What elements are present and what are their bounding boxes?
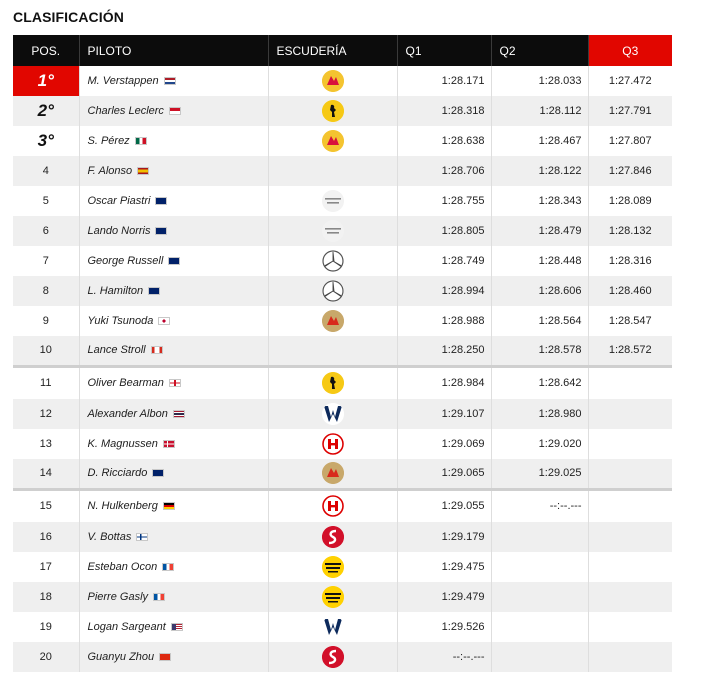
q1-time-cell: 1:28.706 bbox=[397, 156, 491, 186]
column-header-q2[interactable]: Q2 bbox=[491, 35, 588, 66]
q2-time-cell: 1:28.122 bbox=[491, 156, 588, 186]
q2-time-cell bbox=[491, 552, 588, 582]
williams-logo-icon bbox=[322, 403, 344, 425]
pilot-name: George Russell bbox=[87, 255, 164, 267]
mercedes-logo-icon bbox=[322, 280, 344, 302]
position-cell: 13 bbox=[13, 429, 79, 459]
q2-time-cell: 1:29.020 bbox=[491, 429, 588, 459]
pilot-cell[interactable] bbox=[79, 522, 268, 552]
q2-time-cell: 1:29.025 bbox=[491, 459, 588, 489]
column-header-team[interactable]: ESCUDERÍA bbox=[268, 35, 397, 66]
q1-time-cell: 1:28.171 bbox=[397, 66, 491, 96]
mercedes-logo-icon bbox=[322, 250, 344, 272]
team-cell bbox=[268, 96, 397, 126]
q2-time-cell bbox=[491, 582, 588, 612]
page-title: CLASIFICACIÓN bbox=[13, 9, 124, 25]
pilot-name: V. Bottas bbox=[87, 531, 132, 543]
team-cell bbox=[268, 156, 397, 186]
renault-logo-icon bbox=[322, 586, 344, 608]
q3-time-cell: 1:28.316 bbox=[588, 246, 672, 276]
table-row bbox=[13, 522, 672, 552]
finland-flag-icon bbox=[136, 533, 148, 541]
uk-flag-icon bbox=[148, 287, 160, 295]
pilot-cell[interactable] bbox=[79, 489, 268, 522]
position-cell: 6 bbox=[13, 216, 79, 246]
q1-time-cell: 1:29.069 bbox=[397, 429, 491, 459]
pilot-name: F. Alonso bbox=[87, 165, 133, 177]
table-row bbox=[13, 489, 672, 522]
position-cell: 7 bbox=[13, 246, 79, 276]
pilot-name: M. Verstappen bbox=[87, 75, 159, 87]
team-cell bbox=[268, 216, 397, 246]
team-cell bbox=[268, 66, 397, 96]
uk-flag-icon bbox=[168, 257, 180, 265]
table-header-row bbox=[13, 35, 672, 66]
q1-time-cell: --:--.--- bbox=[397, 642, 491, 672]
team-cell bbox=[268, 246, 397, 276]
team-cell bbox=[268, 612, 397, 642]
q3-time-cell: 1:28.089 bbox=[588, 186, 672, 216]
pilot-cell[interactable] bbox=[79, 306, 268, 336]
table-row bbox=[13, 216, 672, 246]
column-header-pilot[interactable]: PILOTO bbox=[79, 35, 268, 66]
position-cell: 14 bbox=[13, 459, 79, 489]
q2-time-cell bbox=[491, 522, 588, 552]
q3-time-cell bbox=[588, 582, 672, 612]
position-cell: 12 bbox=[13, 399, 79, 429]
q2-time-cell: 1:28.980 bbox=[491, 399, 588, 429]
pilot-cell[interactable] bbox=[79, 276, 268, 306]
q1-time-cell: 1:28.749 bbox=[397, 246, 491, 276]
table-row bbox=[13, 429, 672, 459]
haas-logo-icon bbox=[322, 495, 344, 517]
pilot-cell[interactable] bbox=[79, 126, 268, 156]
pilot-name: Oscar Piastri bbox=[87, 195, 151, 207]
australia-flag-icon bbox=[152, 469, 164, 477]
q1-time-cell: 1:28.994 bbox=[397, 276, 491, 306]
team-cell bbox=[268, 306, 397, 336]
q1-time-cell: 1:28.318 bbox=[397, 96, 491, 126]
spain-flag-icon bbox=[137, 167, 149, 175]
q1-time-cell: 1:29.479 bbox=[397, 582, 491, 612]
team-cell bbox=[268, 276, 397, 306]
table-row bbox=[13, 642, 672, 672]
q3-time-cell bbox=[588, 366, 672, 399]
position-cell: 9 bbox=[13, 306, 79, 336]
pilot-cell[interactable] bbox=[79, 66, 268, 96]
q2-time-cell: 1:28.479 bbox=[491, 216, 588, 246]
pilot-name: D. Ricciardo bbox=[87, 467, 148, 480]
q3-time-cell bbox=[588, 612, 672, 642]
position-cell: 17 bbox=[13, 552, 79, 582]
china-flag-icon bbox=[159, 653, 171, 661]
table-row bbox=[13, 399, 672, 429]
q2-time-cell: 1:28.606 bbox=[491, 276, 588, 306]
position-cell: 2° bbox=[13, 96, 79, 126]
team-cell bbox=[268, 366, 397, 399]
q3-time-cell: 1:28.547 bbox=[588, 306, 672, 336]
pilot-name: Logan Sargeant bbox=[87, 621, 166, 633]
mexico-flag-icon bbox=[135, 137, 147, 145]
pilot-name: Pierre Gasly bbox=[87, 591, 149, 603]
team-cell bbox=[268, 522, 397, 552]
position-cell: 1° bbox=[13, 66, 79, 96]
pilot-name: Lance Stroll bbox=[87, 344, 146, 357]
table-row bbox=[13, 336, 672, 366]
q1-time-cell: 1:28.988 bbox=[397, 306, 491, 336]
q3-time-cell bbox=[588, 552, 672, 582]
pilot-name: K. Magnussen bbox=[87, 438, 158, 450]
q3-time-cell: 1:27.472 bbox=[588, 66, 672, 96]
pilot-cell[interactable] bbox=[79, 642, 268, 672]
table-row bbox=[13, 246, 672, 276]
team-cell bbox=[268, 459, 397, 489]
pilot-cell[interactable] bbox=[79, 366, 268, 399]
pilot-name: Oliver Bearman bbox=[87, 377, 164, 390]
q3-time-cell bbox=[588, 642, 672, 672]
redbull-logo-icon bbox=[322, 70, 344, 92]
table-row bbox=[13, 96, 672, 126]
position-cell: 8 bbox=[13, 276, 79, 306]
team-cell bbox=[268, 429, 397, 459]
pilot-name: S. Pérez bbox=[87, 135, 130, 147]
q2-time-cell: 1:28.467 bbox=[491, 126, 588, 156]
position-cell: 15 bbox=[13, 489, 79, 522]
team-cell bbox=[268, 552, 397, 582]
pilot-cell[interactable] bbox=[79, 612, 268, 642]
team-cell bbox=[268, 489, 397, 522]
monaco-flag-icon bbox=[169, 107, 181, 115]
redbull-logo-icon bbox=[322, 130, 344, 152]
pilot-name: Charles Leclerc bbox=[87, 105, 164, 117]
tororosso-logo-icon bbox=[322, 310, 344, 332]
q1-time-cell: 1:28.805 bbox=[397, 216, 491, 246]
q1-time-cell: 1:28.638 bbox=[397, 126, 491, 156]
table-row bbox=[13, 156, 672, 186]
team-cell bbox=[268, 582, 397, 612]
table-row bbox=[13, 306, 672, 336]
table-row bbox=[13, 582, 672, 612]
team-cell bbox=[268, 336, 397, 366]
q2-time-cell bbox=[491, 612, 588, 642]
canada-flag-icon bbox=[151, 346, 163, 354]
q3-time-cell bbox=[588, 399, 672, 429]
australia-flag-icon bbox=[155, 197, 167, 205]
table-row bbox=[13, 276, 672, 306]
q1-time-cell: 1:29.055 bbox=[397, 489, 491, 522]
q1-time-cell: 1:29.065 bbox=[397, 459, 491, 489]
q2-time-cell: 1:28.564 bbox=[491, 306, 588, 336]
renault-logo-icon bbox=[322, 556, 344, 578]
table-row bbox=[13, 612, 672, 642]
pilot-cell[interactable] bbox=[79, 582, 268, 612]
q2-time-cell: 1:28.642 bbox=[491, 366, 588, 399]
pilot-name: N. Hulkenberg bbox=[87, 500, 158, 513]
ferrari-logo-icon bbox=[322, 100, 344, 122]
table-row bbox=[13, 126, 672, 156]
position-cell: 16 bbox=[13, 522, 79, 552]
thailand-flag-icon bbox=[173, 410, 185, 418]
haas-logo-icon bbox=[322, 433, 344, 455]
france-flag-icon bbox=[162, 563, 174, 571]
ferrari-logo-icon bbox=[322, 372, 344, 394]
usa-flag-icon bbox=[171, 623, 183, 631]
q2-time-cell: 1:28.578 bbox=[491, 336, 588, 366]
williams-logo-icon bbox=[322, 616, 344, 638]
q1-time-cell: 1:29.107 bbox=[397, 399, 491, 429]
position-cell: 19 bbox=[13, 612, 79, 642]
table-row bbox=[13, 459, 672, 489]
q1-time-cell: 1:28.755 bbox=[397, 186, 491, 216]
q1-time-cell: 1:28.984 bbox=[397, 366, 491, 399]
column-header-q1[interactable]: Q1 bbox=[397, 35, 491, 66]
table-row bbox=[13, 186, 672, 216]
sauber-logo-icon bbox=[322, 526, 344, 548]
pilot-name: Esteban Ocon bbox=[87, 561, 158, 573]
team-cell bbox=[268, 399, 397, 429]
mclaren-honda-logo-icon bbox=[322, 220, 344, 242]
pilot-cell[interactable] bbox=[79, 186, 268, 216]
pilot-cell[interactable] bbox=[79, 216, 268, 246]
q2-time-cell: 1:28.448 bbox=[491, 246, 588, 276]
pilot-name: Lando Norris bbox=[87, 225, 151, 237]
pilot-cell[interactable] bbox=[79, 552, 268, 582]
position-cell: 3° bbox=[13, 126, 79, 156]
pilot-name: L. Hamilton bbox=[87, 285, 144, 297]
table-row bbox=[13, 552, 672, 582]
pilot-name: Yuki Tsunoda bbox=[87, 315, 154, 327]
position-cell: 10 bbox=[13, 336, 79, 366]
team-cell bbox=[268, 186, 397, 216]
column-header-q3[interactable]: Q3 bbox=[588, 35, 672, 66]
q2-time-cell: 1:28.112 bbox=[491, 96, 588, 126]
tororosso-logo-icon bbox=[322, 462, 344, 484]
q3-time-cell: 1:27.807 bbox=[588, 126, 672, 156]
pilot-cell[interactable] bbox=[79, 399, 268, 429]
q3-time-cell bbox=[588, 522, 672, 552]
q1-time-cell: 1:29.179 bbox=[397, 522, 491, 552]
team-cell bbox=[268, 126, 397, 156]
pilot-cell[interactable] bbox=[79, 336, 268, 366]
position-cell: 18 bbox=[13, 582, 79, 612]
pilot-name: Guanyu Zhou bbox=[87, 651, 155, 663]
q2-time-cell: 1:28.343 bbox=[491, 186, 588, 216]
q3-time-cell: 1:27.846 bbox=[588, 156, 672, 186]
column-header-pos[interactable]: POS. bbox=[13, 35, 79, 66]
table-row bbox=[13, 66, 672, 96]
q1-time-cell: 1:28.250 bbox=[397, 336, 491, 366]
position-cell: 20 bbox=[13, 642, 79, 672]
q3-time-cell: 1:27.791 bbox=[588, 96, 672, 126]
mclaren-honda-logo-icon bbox=[322, 190, 344, 212]
japan-flag-icon bbox=[158, 317, 170, 325]
denmark-flag-icon bbox=[163, 440, 175, 448]
q3-time-cell: 1:28.572 bbox=[588, 336, 672, 366]
pilot-cell[interactable] bbox=[79, 429, 268, 459]
q2-time-cell bbox=[491, 642, 588, 672]
table-row bbox=[13, 366, 672, 399]
q2-time-cell: --:--.--- bbox=[491, 489, 588, 522]
q3-time-cell bbox=[588, 489, 672, 522]
q2-time-cell: 1:28.033 bbox=[491, 66, 588, 96]
q3-time-cell: 1:28.132 bbox=[588, 216, 672, 246]
q3-time-cell: 1:28.460 bbox=[588, 276, 672, 306]
pilot-cell[interactable] bbox=[79, 459, 268, 489]
q3-time-cell bbox=[588, 459, 672, 489]
q1-time-cell: 1:29.526 bbox=[397, 612, 491, 642]
netherlands-flag-icon bbox=[164, 77, 176, 85]
germany-flag-icon bbox=[163, 502, 175, 510]
position-cell: 11 bbox=[13, 366, 79, 399]
q3-time-cell bbox=[588, 429, 672, 459]
uk-flag-icon bbox=[155, 227, 167, 235]
sauber-logo-icon bbox=[322, 646, 344, 668]
pilot-cell[interactable] bbox=[79, 246, 268, 276]
pilot-name: Alexander Albon bbox=[87, 408, 168, 420]
pilot-cell[interactable] bbox=[79, 156, 268, 186]
position-cell: 4 bbox=[13, 156, 79, 186]
q1-time-cell: 1:29.475 bbox=[397, 552, 491, 582]
pilot-cell[interactable] bbox=[79, 96, 268, 126]
team-cell bbox=[268, 642, 397, 672]
england-flag-icon bbox=[169, 379, 181, 387]
position-cell: 5 bbox=[13, 186, 79, 216]
qualifying-table bbox=[13, 35, 672, 672]
france-flag-icon bbox=[153, 593, 165, 601]
